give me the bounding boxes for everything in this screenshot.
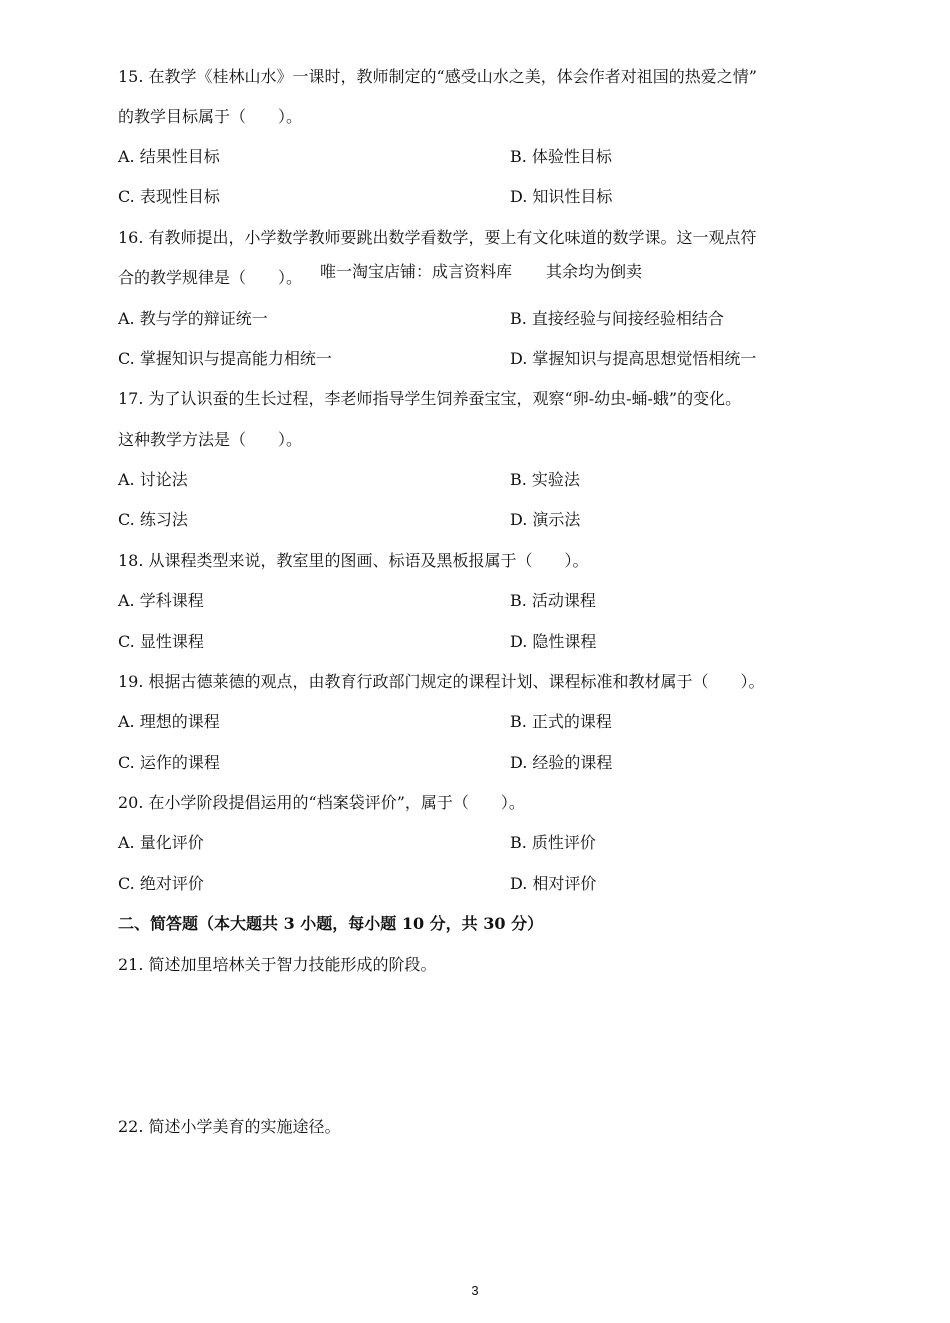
q16-stem-line1: 16. 有教师提出，小学数学教师要跳出数学看数学，要上有文化味道的数学课。这一观点符	[118, 228, 757, 247]
q18-stem-line1: 18. 从课程类型来说，教室里的图画、标语及黑板报属于（ ）。	[118, 551, 589, 570]
q21-stem: 21. 简述加里培林关于智力技能形成的阶段。	[118, 955, 437, 974]
q17-option-d: D. 演示法	[510, 510, 581, 529]
q20-stem-line1: 20. 在小学阶段提倡运用的“档案袋评价”，属于（ ）。	[118, 793, 525, 812]
q17-stem-line1: 17. 为了认识蚕的生长过程，李老师指导学生饲养蚕宝宝，观察“卵-幼虫-蛹-蛾”的变化。	[118, 389, 742, 408]
q20-option-a: A. 量化评价	[118, 833, 204, 852]
q17-option-c: C. 练习法	[118, 510, 188, 529]
watermark-text	[320, 262, 642, 282]
q17-option-b: B. 实验法	[510, 470, 580, 489]
q16-option-c: C. 掌握知识与提高能力相统一	[118, 349, 332, 368]
q15-option-a: A. 结果性目标	[118, 147, 220, 166]
q20-option-c: C. 绝对评价	[118, 874, 204, 893]
q16-stem-line2: 合的教学规律是（ ）。	[118, 268, 303, 287]
q15-stem-line2: 的教学目标属于（ ）。	[118, 107, 303, 126]
q19-option-c: C. 运作的课程	[118, 753, 220, 772]
q16-option-a: A. 教与学的辩证统一	[118, 309, 268, 328]
q20-option-b: B. 质性评价	[510, 833, 596, 852]
q18-option-b: B. 活动课程	[510, 591, 596, 610]
q19-stem-line1: 19. 根据古德莱德的观点，由教育行政部门规定的课程计划、课程标准和教材属于（ ）。	[118, 672, 765, 691]
watermark-warning: 其余均为倒卖	[546, 262, 643, 281]
q16-option-d: D. 掌握知识与提高思想觉悟相统一	[510, 349, 757, 368]
q18-option-c: C. 显性课程	[118, 632, 204, 651]
q18-option-a: A. 学科课程	[118, 591, 204, 610]
q22-stem: 22. 简述小学美育的实施途径。	[118, 1117, 341, 1136]
q16-option-b: B. 直接经验与间接经验相结合	[510, 309, 724, 328]
q17-option-a: A. 讨论法	[118, 470, 188, 489]
q15-option-b: B. 体验性目标	[510, 147, 612, 166]
q20-option-d: D. 相对评价	[510, 874, 597, 893]
q19-option-b: B. 正式的课程	[510, 712, 612, 731]
q15-option-d: D. 知识性目标	[510, 187, 613, 206]
page-number: 3	[471, 1283, 479, 1298]
watermark-shop: 唯一淘宝店铺：成言资料库	[320, 262, 513, 281]
q15-option-c: C. 表现性目标	[118, 187, 220, 206]
q19-option-a: A. 理想的课程	[118, 712, 220, 731]
q15-stem-line1: 15. 在教学《桂林山水》一课时，教师制定的“感受山水之美，体会作者对祖国的热爱之情”	[118, 67, 757, 86]
section-heading: 二、简答题（本大题共 3 小题，每小题 10 分，共 30 分）	[118, 914, 544, 933]
q18-option-d: D. 隐性课程	[510, 632, 597, 651]
q17-stem-line2: 这种教学方法是（ ）。	[118, 430, 303, 449]
q19-option-d: D. 经验的课程	[510, 753, 613, 772]
